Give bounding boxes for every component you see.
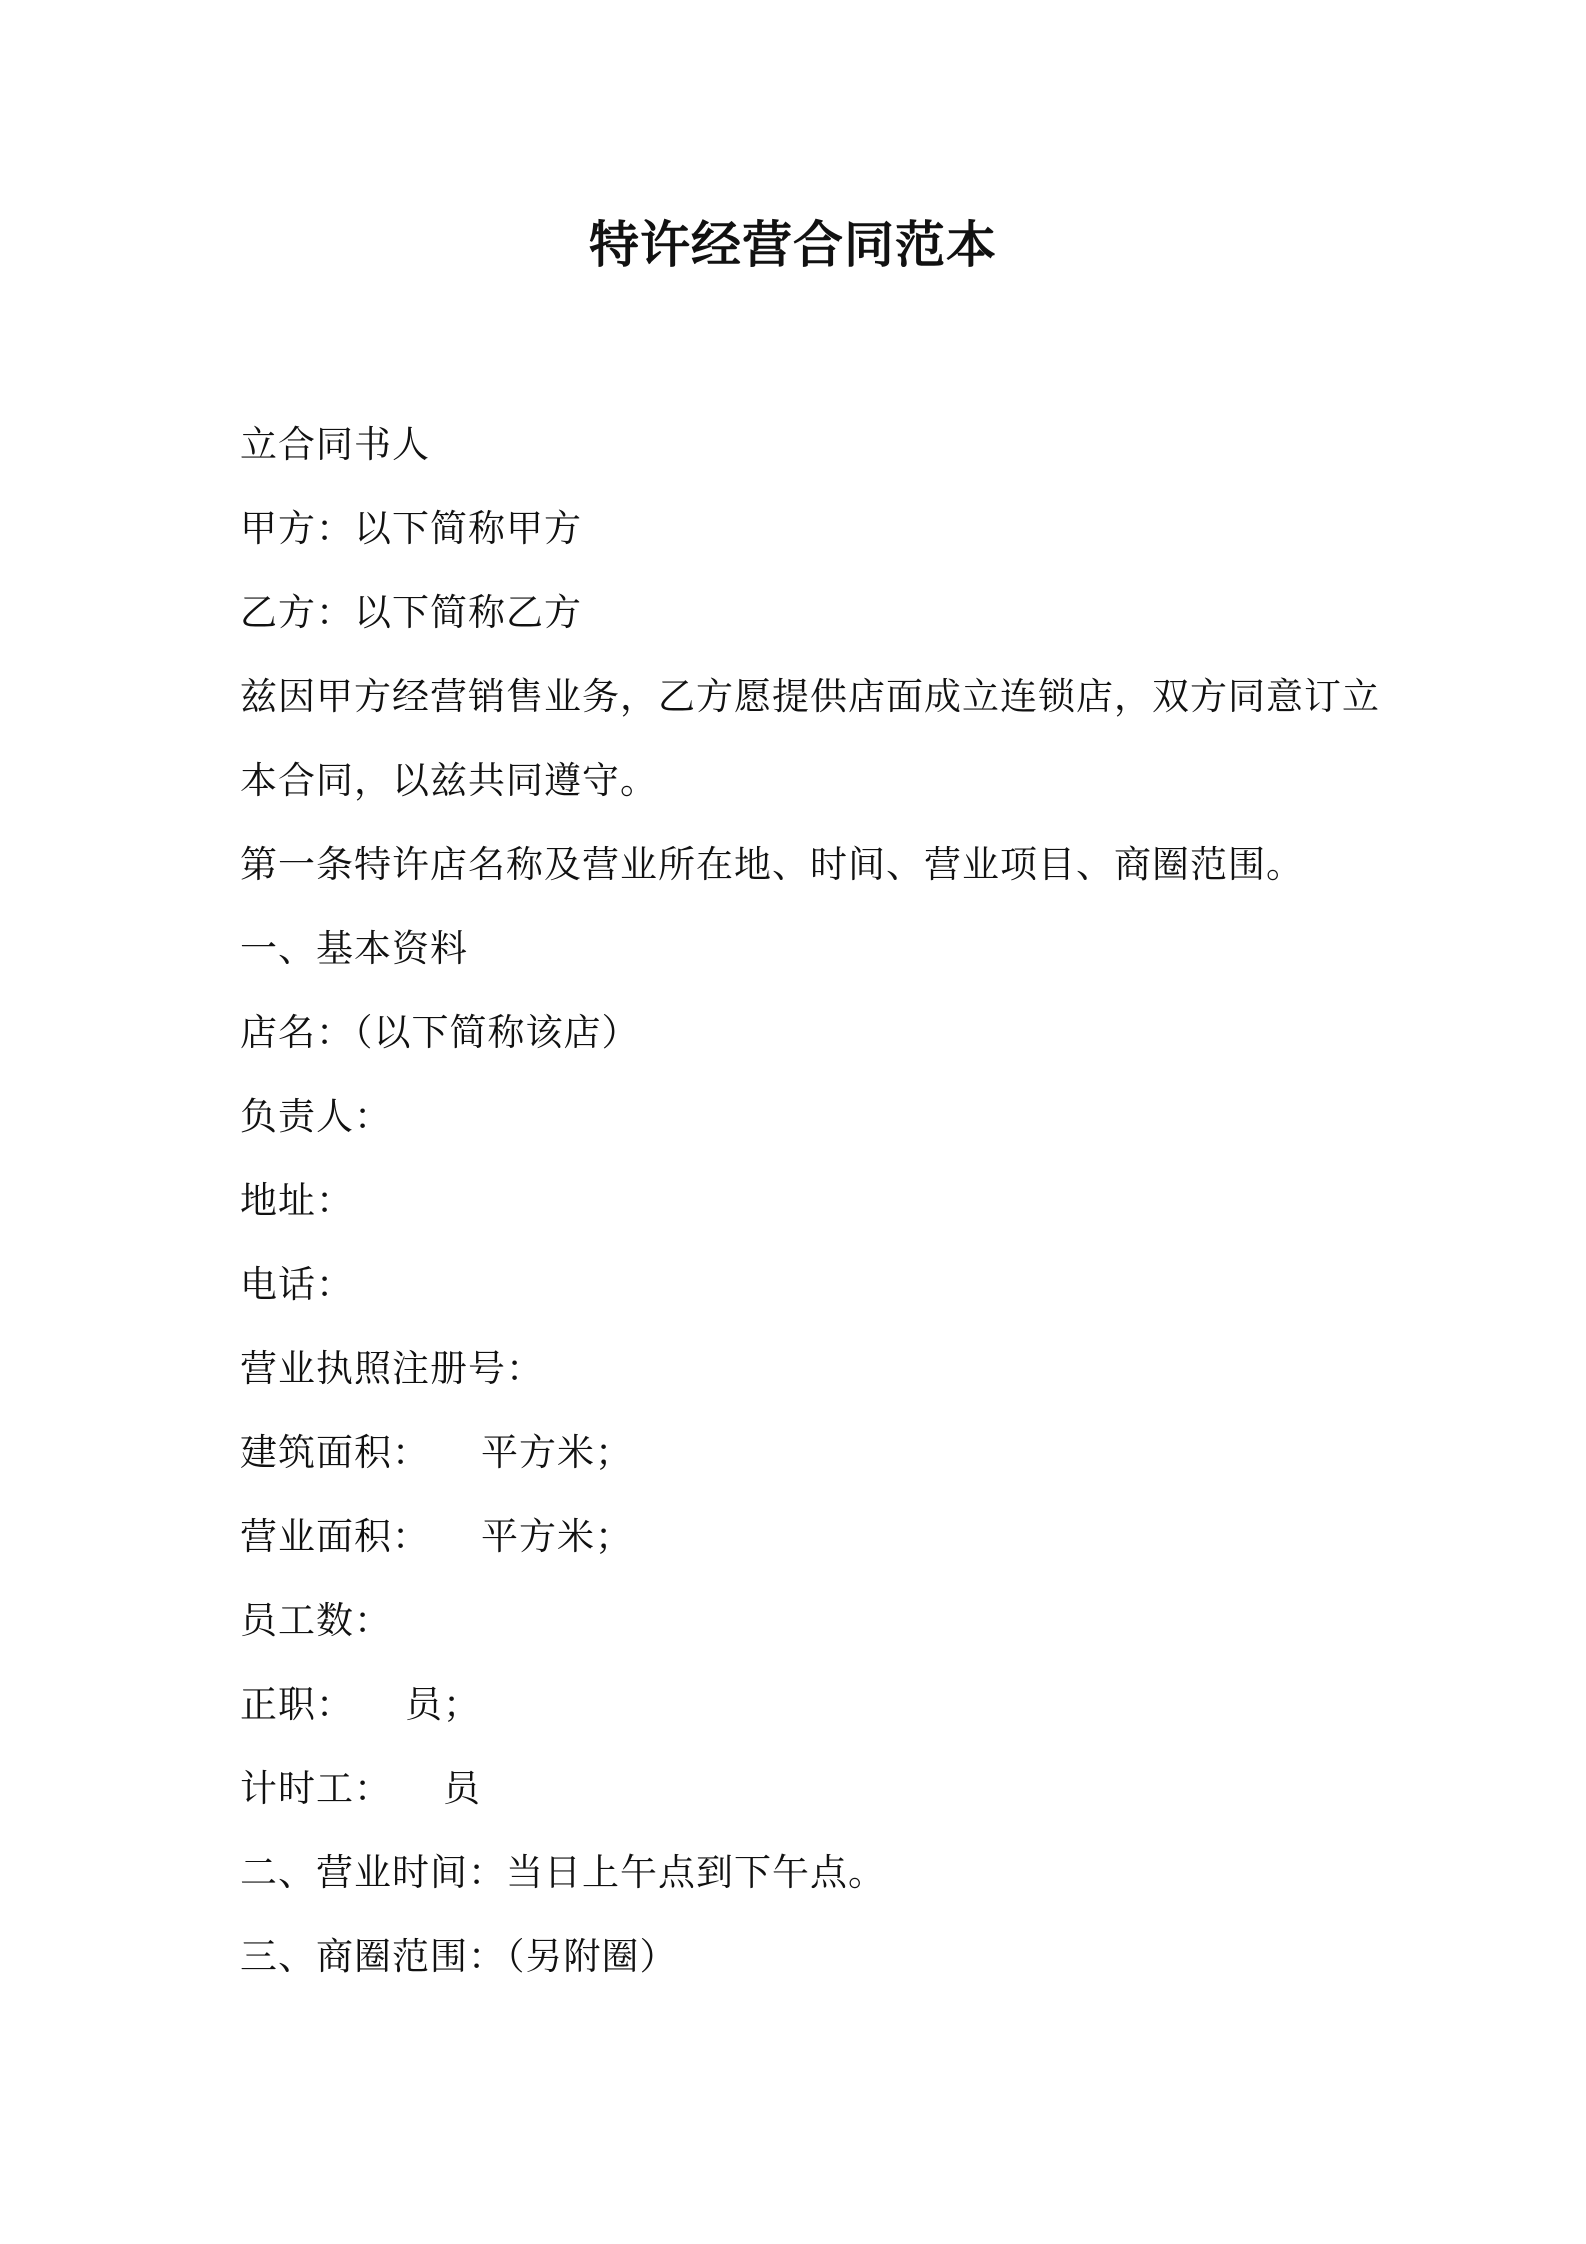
phone-field: 电话：	[240, 1263, 354, 1306]
business-license-field: 营业执照注册号：	[240, 1347, 544, 1390]
party-b-line: 乙方：以下简称乙方	[240, 591, 582, 634]
address-field: 地址：	[240, 1179, 354, 1222]
document-body	[240, 403, 1380, 1999]
section-business-hours: 二、营业时间：当日上午点到下午点。	[240, 1851, 886, 1894]
employee-count-field: 员工数：	[240, 1599, 392, 1642]
document-title: 特许经营合同范本	[589, 216, 997, 274]
contract-parties-heading: 立合同书人	[240, 423, 430, 466]
section-basic-info: 一、基本资料	[240, 927, 468, 970]
building-area-field: 建筑面积： 平方米；	[240, 1431, 634, 1474]
preamble-line-2: 本合同，以兹共同遵守。	[240, 759, 658, 802]
article-1-heading: 第一条特许店名称及营业所在地、时间、营业项目、商圈范围。	[240, 843, 1304, 886]
party-a-line: 甲方：以下简称甲方	[240, 507, 582, 550]
hourly-worker-field: 计时工： 员	[240, 1767, 482, 1810]
section-trade-area: 三、商圈范围：（另附圈）	[240, 1935, 678, 1978]
store-name-field: 店名：（以下简称该店）	[240, 1011, 640, 1054]
person-in-charge-field: 负责人：	[240, 1095, 392, 1138]
business-area-field: 营业面积： 平方米；	[240, 1515, 634, 1558]
preamble-line-1: 兹因甲方经营销售业务，乙方愿提供店面成立连锁店，双方同意订立	[240, 675, 1380, 718]
full-time-field: 正职： 员；	[240, 1683, 482, 1726]
